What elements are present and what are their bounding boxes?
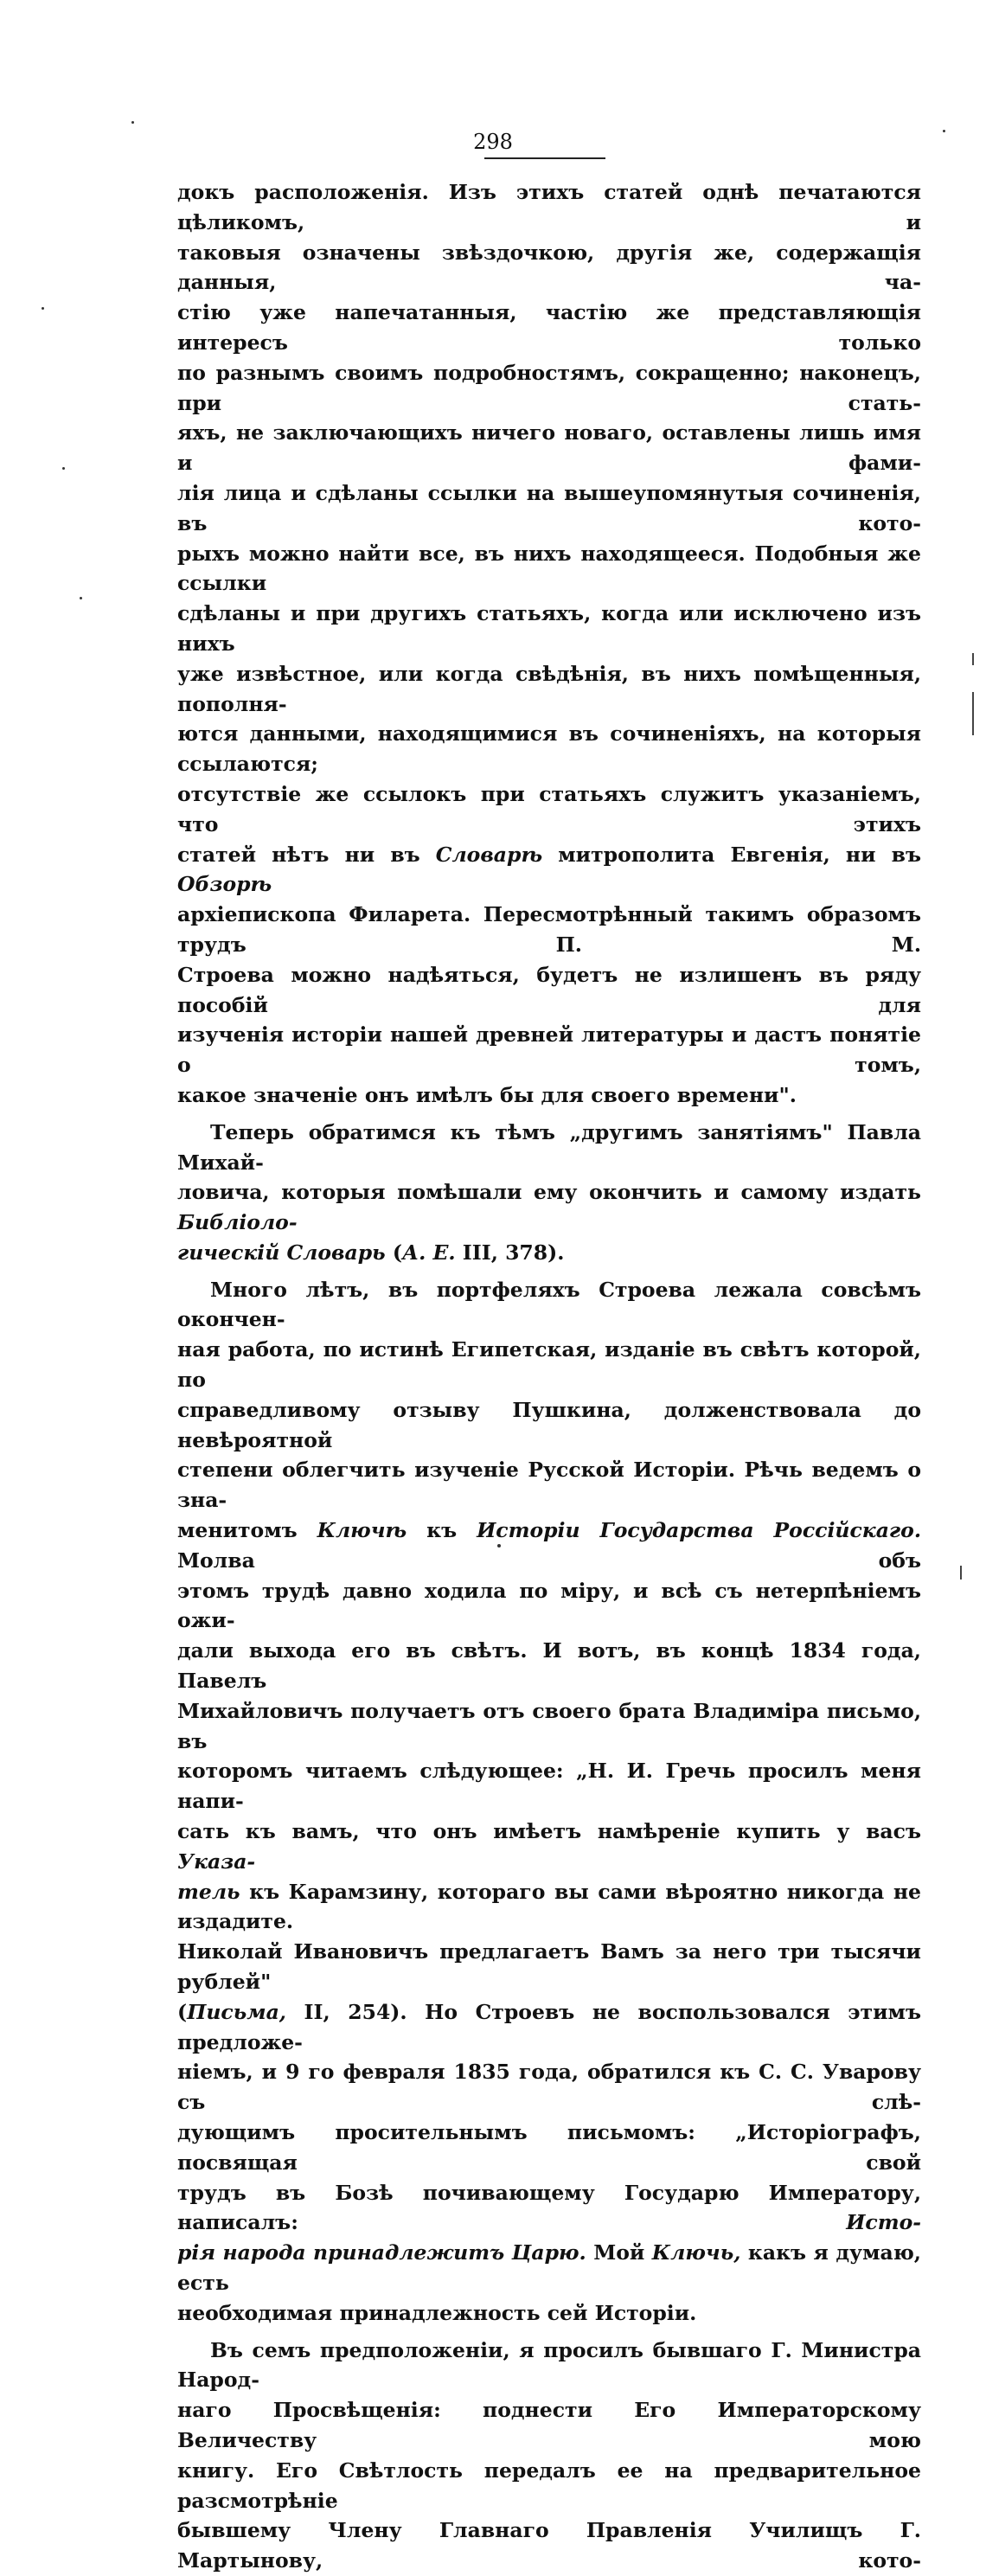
text-line: Николай Ивановичъ предлагаетъ Вамъ за него три тысячи рублей" bbox=[177, 1939, 921, 1995]
scan-speck bbox=[42, 307, 44, 310]
text-line: Строева можно надѣяться, будетъ не излишенъ въ ряду пособій для bbox=[177, 962, 921, 1017]
text-line: (Письма, II, 254). Но Строевъ не воспользовался этимъ предложе- bbox=[177, 1999, 921, 2054]
text-line: рыхъ можно найти все, въ нихъ находящееся. Подобныя же ссылки bbox=[177, 541, 921, 596]
italic-title: Исторіи Государства Россійскаго. bbox=[477, 1518, 921, 1543]
paragraph-1 bbox=[177, 177, 921, 1111]
text-line: изученія исторіи нашей древней литературы и дастъ понятіе о томъ, bbox=[177, 1022, 921, 1078]
text-line: по разнымъ своимъ подробностямъ, сокращенно; наконецъ, при стать- bbox=[177, 360, 921, 415]
text-line: необходимая принадлежность сей Исторіи. bbox=[177, 2300, 697, 2325]
text-line: ются данными, находящимися въ сочиненіяхъ, на которыя ссылаются; bbox=[177, 721, 921, 777]
text-line: дующимъ просительнымъ письмомъ: „Исторіографъ, посвящая свой bbox=[177, 2120, 921, 2175]
text-line: Михайловичъ получаетъ отъ своего брата Владиміра письмо, въ bbox=[177, 1698, 921, 1753]
scan-speck bbox=[497, 1544, 501, 1548]
text-line: ная работа, по истинѣ Египетская, изданіе въ свѣтъ которой, по bbox=[177, 1337, 921, 1393]
scan-edge-mark bbox=[960, 1566, 962, 1580]
text-line: книгу. Его Свѣтлость передалъ ее на предварительное разсмотрѣніе bbox=[177, 2457, 921, 2513]
text-line: докъ расположенія. Изъ этихъ статей однѣ печатаются цѣликомъ, и bbox=[177, 180, 921, 234]
text-line: архіепископа Филарета. Пересмотрѣнный такимъ образомъ трудъ П. М. bbox=[177, 902, 921, 957]
page-number-rule bbox=[484, 157, 605, 159]
italic-ref: Письма, bbox=[187, 1999, 286, 2024]
scan-edge-mark bbox=[972, 692, 974, 735]
text-line: этомъ трудѣ давно ходила по міру, и всѣ съ нетерпѣніемъ ожи- bbox=[177, 1578, 921, 1633]
page-number: 298 bbox=[473, 130, 513, 154]
body-text bbox=[177, 177, 921, 2576]
text-line: яхъ, не заключающихъ ничего новаго, оставлены лишь имя и фами- bbox=[177, 420, 921, 476]
text-line: рія народа принадлежитъ Царю. Мой Ключь, какъ я думаю, есть bbox=[177, 2240, 921, 2295]
text-line: уже извѣстное, или когда свѣдѣнія, въ нихъ помѣщенныя, пополня- bbox=[177, 661, 921, 716]
text-line: таковыя означены звѣздочкою, другія же, содержащія данныя, ча- bbox=[177, 240, 921, 295]
text-line: Много лѣтъ, въ портфеляхъ Строева лежала совсѣмъ окончен- bbox=[177, 1277, 921, 1332]
text-line: тель къ Карамзину, котораго вы сами вѣроятно никогда не издадите. bbox=[177, 1879, 921, 1934]
italic-title: Ключь, bbox=[651, 2240, 741, 2265]
paragraph-2 bbox=[177, 1118, 921, 1268]
text-line: справедливому отзыву Пушкина, долженствовала до невѣроятной bbox=[177, 1397, 921, 1452]
scan-speck bbox=[943, 130, 945, 132]
italic-title: Ключѣ bbox=[317, 1518, 407, 1543]
text-line: сдѣланы и при другихъ статьяхъ, когда или исключено изъ нихъ bbox=[177, 601, 921, 656]
paragraph-4 bbox=[177, 2336, 921, 2576]
italic-title: Обзорѣ bbox=[177, 872, 272, 897]
scan-speck bbox=[80, 597, 82, 599]
text-line: трудъ въ Бозѣ почивающему Государю Императору, написалъ: Исто- bbox=[177, 2180, 921, 2235]
text-line: отсутствіе же ссылокъ при статьяхъ служитъ указаніемъ, что этихъ bbox=[177, 781, 921, 836]
text-line: Въ семъ предположеніи, я просилъ бывшаго Г. Министра Народ- bbox=[177, 2337, 921, 2393]
text-line: которомъ читаемъ слѣдующее: „Н. И. Гречь просилъ меня напи- bbox=[177, 1759, 921, 1814]
scan-speck bbox=[131, 121, 134, 124]
text-line: дали выхода его въ свѣтъ. И вотъ, въ концѣ 1834 года, Павелъ bbox=[177, 1638, 921, 1694]
italic-title: Указа- bbox=[177, 1849, 256, 1874]
italic-title: тель bbox=[177, 1879, 240, 1904]
text-line: лія лица и сдѣланы ссылки на вышеупомянутыя сочиненія, въ кото- bbox=[177, 480, 921, 535]
italic-quote: рія народа принадлежитъ Царю. bbox=[177, 2240, 586, 2265]
text-line: сать къ вамъ, что онъ имѣетъ намѣреніе купить у васъ Указа- bbox=[177, 1819, 921, 1874]
italic-title: Библіоло- bbox=[177, 1210, 298, 1235]
text-line: наго Просвѣщенія: поднести Его Императорскому Величеству мою bbox=[177, 2398, 921, 2452]
italic-title: гическій Словарь bbox=[177, 1240, 386, 1265]
text-line: Теперь обратимся къ тѣмъ „другимъ занятіямъ" Павла Михай- bbox=[177, 1119, 921, 1175]
text-line: ніемъ, и 9 го февраля 1835 года, обратился къ С. С. Уварову съ слѣ- bbox=[177, 2060, 921, 2115]
text-line: менитомъ Ключѣ къ Исторіи Государства Россійскаго. Молва объ bbox=[177, 1518, 921, 1573]
italic-title: Словарѣ bbox=[435, 842, 543, 867]
text-line: ловича, которыя помѣшали ему окончить и самому издать Библіоло- bbox=[177, 1180, 921, 1235]
text-line: бывшему Члену Главнаго Правленія Училищъ Г. Мартынову, кото- bbox=[177, 2518, 921, 2573]
text-line: гическій Словарь (А. Е. III, 378). bbox=[177, 1240, 565, 1265]
text-line: какое значеніе онъ имѣлъ бы для своего времени". bbox=[177, 1082, 797, 1107]
text-line: степени облегчить изученіе Русской Исторіи. Рѣчь ведемъ о зна- bbox=[177, 1458, 921, 1513]
text-line: статей нѣтъ ни въ Словарѣ митрополита Евгенія, ни въ Обзорѣ bbox=[177, 842, 921, 897]
paragraph-3 bbox=[177, 1275, 921, 2329]
italic-ref: А. Е. bbox=[401, 1240, 456, 1265]
italic-quote: Исто- bbox=[846, 2210, 921, 2235]
text-line: стію уже напечатанныя, частію же представляющія интересъ только bbox=[177, 300, 921, 355]
scan-speck bbox=[62, 467, 65, 470]
scan-edge-mark bbox=[972, 653, 974, 665]
